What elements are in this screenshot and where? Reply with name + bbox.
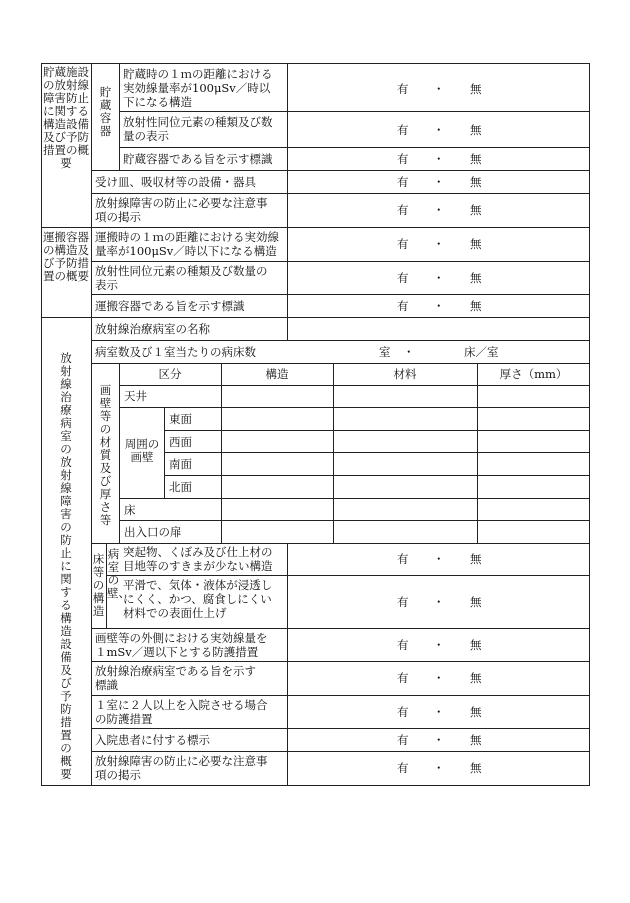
therapy-notice-label: 放射線障害の防止に必要な注意事 項の掲示 xyxy=(95,754,268,782)
room-beds-label: 病室数及び１室当たりの病床数 xyxy=(95,345,256,359)
yes-no-option[interactable]: ・ xyxy=(433,152,445,166)
yes-no-option[interactable]: 無 xyxy=(470,638,482,652)
yes-no-option[interactable]: 有 xyxy=(397,299,409,313)
storage-rate-label: 貯蔵時の１ｍの距離における 実効線量率が100μSv／時以 下になる構造 xyxy=(123,67,273,109)
yes-no-option[interactable]: ・ xyxy=(433,203,445,217)
yes-no-option[interactable]: ・ xyxy=(433,733,445,747)
wall-north: 北面 xyxy=(169,480,192,494)
yes-no-option[interactable]: 有 xyxy=(397,271,409,285)
room-bed-dot: ・ xyxy=(403,345,415,359)
storage-notice-label: 放射線障害の防止に必要な注意事 項の掲示 xyxy=(95,196,268,224)
yes-no-option[interactable]: ・ xyxy=(433,271,445,285)
wall-south: 南面 xyxy=(169,457,192,471)
yes-no-option[interactable]: ・ xyxy=(433,671,445,685)
transport-sign-label: 運搬容器である旨を示す標識 xyxy=(95,299,245,313)
bed-unit: 床／室 xyxy=(464,345,499,359)
storage-container-label: 貯蔵容器 xyxy=(99,85,112,138)
yes-no-option[interactable]: 無 xyxy=(470,203,482,217)
yes-no-option[interactable]: 無 xyxy=(470,671,482,685)
storage-section-title: 貯蔵施設の放射線障害防止に関する構造設備及び予防措置の概要 xyxy=(43,65,89,170)
yes-no-option[interactable]: 無 xyxy=(470,733,482,747)
wall-material-title: 画壁等の材質及び厚さ等 xyxy=(99,383,112,527)
room-name-label: 放射線治療病室の名称 xyxy=(95,322,210,336)
floor-structure-title-2: 病室の壁、 xyxy=(107,547,130,600)
floor-structure-title: 床等の構造 xyxy=(92,552,105,618)
yes-no-option[interactable]: 有 xyxy=(397,761,409,775)
transport-type-label: 放射性同位元素の種類及び数量の 表示 xyxy=(95,264,268,292)
yes-no-option[interactable]: 無 xyxy=(470,152,482,166)
header-thickness: 厚さ（mm） xyxy=(499,367,568,381)
yes-no-option[interactable]: ・ xyxy=(433,638,445,652)
yes-no-option[interactable]: 有 xyxy=(397,82,409,96)
yes-no-option[interactable]: 無 xyxy=(470,82,482,96)
yes-no-option[interactable]: 有 xyxy=(397,552,409,566)
tray-label: 受け皿、吸収材等の設備・器具 xyxy=(95,175,256,189)
patient-tag-label: 入院患者に付する標示 xyxy=(95,733,210,747)
header-structure: 構造 xyxy=(265,367,289,381)
yes-no-option[interactable]: 無 xyxy=(470,271,482,285)
yes-no-option[interactable]: ・ xyxy=(433,761,445,775)
wall-east: 東面 xyxy=(169,412,192,426)
transport-section-title: 運搬容器の構造及び予防措置の概要 xyxy=(43,230,89,283)
yes-no-option[interactable]: ・ xyxy=(433,237,445,251)
yes-no-option[interactable]: 無 xyxy=(470,123,482,137)
transport-rate-label: 運搬時の１ｍの距離における実効線 量率が100μSv／時以下になる構造 xyxy=(95,230,279,258)
yes-no-option[interactable]: ・ xyxy=(433,705,445,719)
yes-no-option[interactable]: 有 xyxy=(397,152,409,166)
floor-surface-label: 突起物、くぼみ及び仕上材の 目地等のすきまが少ない構造 xyxy=(123,545,273,573)
yes-no-option[interactable]: 有 xyxy=(397,733,409,747)
yes-no-option[interactable]: 無 xyxy=(470,299,482,313)
yes-no-option[interactable]: ・ xyxy=(433,82,445,96)
surrounding-wall-label: 周囲の画壁 xyxy=(124,437,160,464)
floor-label: 床 xyxy=(124,503,136,517)
multi-patient-label: １室に２人以上を入院させる場合 の防護措置 xyxy=(95,698,268,726)
storage-type-label: 放射性同位元素の種類及び数 量の表示 xyxy=(123,115,273,143)
yes-no-option[interactable]: ・ xyxy=(433,175,445,189)
yes-no-option[interactable]: 有 xyxy=(397,671,409,685)
yes-no-option[interactable]: 有 xyxy=(397,175,409,189)
ceiling-label: 天井 xyxy=(124,389,147,403)
yes-no-option[interactable]: 有 xyxy=(397,595,409,609)
room-unit: 室 xyxy=(379,345,391,359)
yes-no-option[interactable]: 無 xyxy=(470,237,482,251)
yes-no-option[interactable]: 無 xyxy=(470,552,482,566)
yes-no-option[interactable]: ・ xyxy=(433,595,445,609)
yes-no-option[interactable]: 有 xyxy=(397,123,409,137)
therapy-room-section-title: 放射線治療病室の放射線障害の防止に関する構造設備及び予防措置の概要 xyxy=(60,351,72,781)
yes-no-option[interactable]: 無 xyxy=(470,761,482,775)
door-label: 出入口の扉 xyxy=(124,525,182,539)
yes-no-option[interactable]: 有 xyxy=(397,203,409,217)
storage-sign-label: 貯蔵容器である旨を示す標識 xyxy=(123,152,273,166)
header-division: 区分 xyxy=(158,367,182,381)
yes-no-option[interactable]: ・ xyxy=(433,123,445,137)
wall-west: 西面 xyxy=(169,435,192,449)
yes-no-option[interactable]: 有 xyxy=(397,638,409,652)
room-sign-label: 放射線治療病室である旨を示す 標識 xyxy=(95,664,256,692)
yes-no-option[interactable]: 有 xyxy=(397,705,409,719)
yes-no-option[interactable]: 無 xyxy=(470,705,482,719)
floor-finish-label: 平滑で、気体・液体が浸透し にくく、かつ、腐食しにくい 材料での表面仕上げ xyxy=(123,578,273,620)
yes-no-option[interactable]: ・ xyxy=(433,299,445,313)
header-material: 材料 xyxy=(393,367,417,381)
yes-no-option[interactable]: 無 xyxy=(470,175,482,189)
yes-no-option[interactable]: ・ xyxy=(433,552,445,566)
yes-no-option[interactable]: 無 xyxy=(470,595,482,609)
yes-no-option[interactable]: 有 xyxy=(397,237,409,251)
outer-dose-label: 画壁等の外側における実効線量を １mSv／週以下とする防護措置 xyxy=(95,631,268,659)
